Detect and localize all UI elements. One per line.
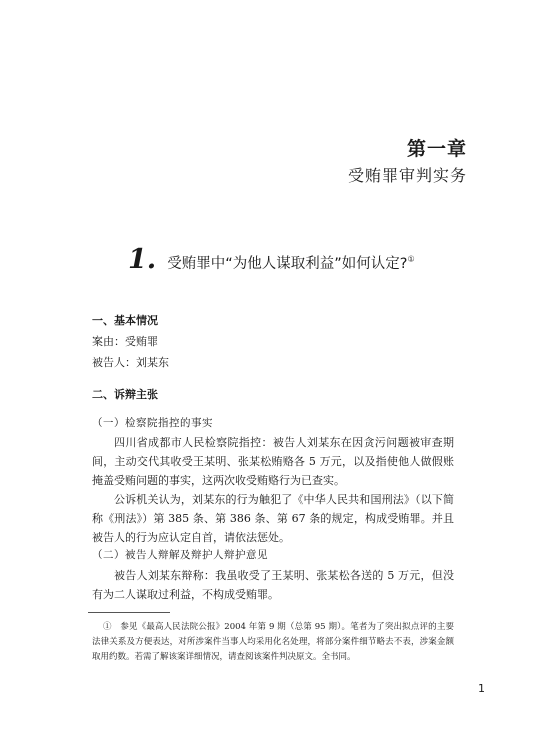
footnote-marker[interactable]: ①	[407, 254, 415, 264]
section-heading-basic-info: 一、基本情况	[92, 314, 158, 327]
prosecution-paragraph-2: 公诉机关认为，刘某东的行为触犯了《中华人民共和国刑法》（以下简称《刑法》）第 385 条、第 386 条、第 67 条的规定，构成受贿罪。并且被告人的行为应认定自首，请依法惩处。	[92, 493, 454, 544]
chapter-number: 第一章	[406, 138, 467, 160]
case-cause-line: 案由：受贿罪	[92, 335, 158, 348]
case-heading	[128, 244, 415, 275]
sub-heading-defense: （二）被告人辩解及辩护人辩护意见	[92, 549, 268, 561]
chapter-title: 受贿罪审判实务	[347, 166, 467, 185]
defendant-line: 被告人：刘某东	[92, 356, 169, 369]
sub-heading-prosecution: （一）检察院指控的事实	[92, 417, 213, 429]
case-number: 1.	[128, 244, 157, 275]
case-title: 受贿罪中“为他人谋取利益”如何认定?	[167, 256, 408, 272]
footnote-text: ① 参见《最高人民法院公报》2004 年第 9 期（总第 95 期）。笔者为了突出拟点评的主要法律关系及方便表达，对所涉案件当事人均采用化名处理，将部分案件细节略去不表，涉案金额取用约数。若需了解该案详细情况，请查阅该案件判决原文。全书同。	[92, 622, 454, 662]
footnote-divider	[88, 612, 170, 613]
prosecution-paragraph-1: 四川省成都市人民检察院指控：被告人刘某东在因贪污问题被审查期间，主动交代其收受王某明、张某松贿赂各 5 万元，以及指使他人做假账掩盖受贿问题的事实，这两次收受贿赂行为已查实。	[92, 436, 454, 487]
page-number: 1	[478, 682, 485, 695]
defense-paragraph: 被告人刘某东辩称：我虽收受了王某明、张某松各送的 5 万元，但没有为二人谋取过利益，不构成受贿罪。	[92, 569, 454, 601]
section-heading-claims: 二、诉辩主张	[92, 388, 158, 401]
